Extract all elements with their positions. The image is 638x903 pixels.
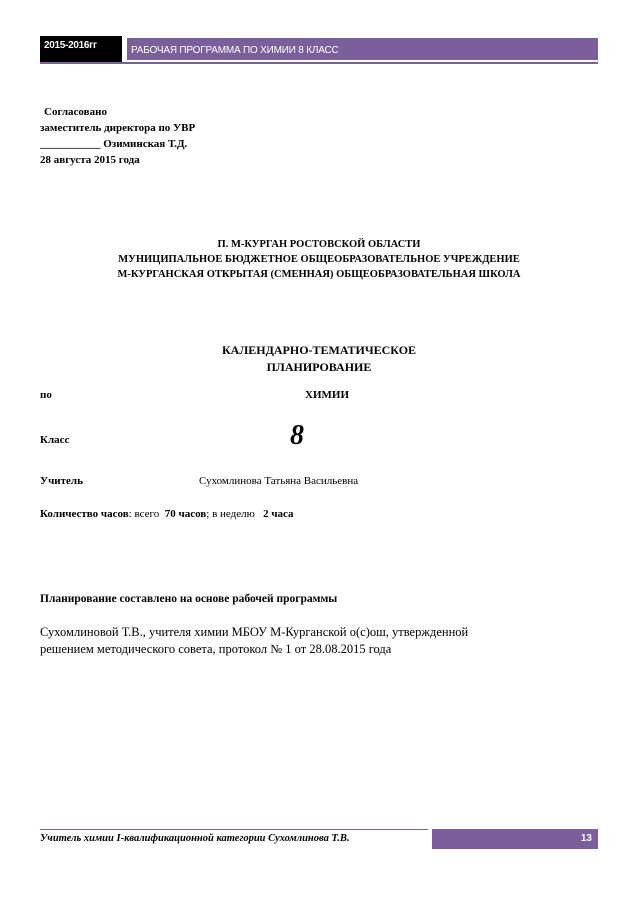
school-line-1: П. М-КУРГАН РОСТОВСКОЙ ОБЛАСТИ [217,239,421,250]
approval-line-4: 28 августа 2015 года [40,154,140,166]
approval-line-3: ___________ Озиминская Т.Д. [40,138,188,150]
basis-heading: Планирование составлено на основе рабочей программы [40,593,338,605]
approval-line-1: Согласовано [44,106,107,118]
footer-text: Учитель химии I-квалификационной категории Сухомлинова Т.В. [40,829,428,849]
basis-line-2: решением методического совета, протокол № 1 от 28.08.2015 года [40,642,392,656]
basis-line-1: Сухомлиновой Т.В., учителя химии МБОУ М-Курганской о(с)ош, утвержденной [40,625,469,639]
hours-week-prefix: ; в неделю [206,508,255,520]
page-number: 13 [432,829,598,849]
header-year: 2015-2016гг [40,36,122,62]
approval-line-2: заместитель директора по УВР [40,122,196,134]
hours-total-prefix: : всего [128,508,160,520]
class-label: Класс [40,434,70,446]
header-rule [40,62,598,64]
subject-value: ХИМИИ [305,389,349,401]
header-title: РАБОЧАЯ ПРОГРАММА ПО ХИМИИ 8 КЛАСС [127,38,598,60]
plan-title-line-2: ПЛАНИРОВАНИЕ [266,360,372,374]
class-value: 8 [290,420,304,451]
hours-label: Количество часов [40,508,129,520]
approval-block [40,104,195,168]
teacher-value: Сухомлинова Татьяна Васильевна [199,475,359,487]
subject-label: по [40,389,52,401]
school-line-2: МУНИЦИПАЛЬНОЕ БЮДЖЕТНОЕ ОБЩЕОБРАЗОВАТЕЛЬНОЕ УЧРЕЖДЕНИЕ [118,254,520,265]
hours-week: 2 часа [263,508,294,520]
hours-line [40,508,294,520]
plan-title-line-1: КАЛЕНДАРНО-ТЕМАТИЧЕСКОЕ [221,343,417,357]
school-line-3: М-КУРГАНСКАЯ ОТКРЫТАЯ (СМЕННАЯ) ОБЩЕОБРАЗОВАТЕЛЬНАЯ ШКОЛА [117,269,521,280]
hours-total: 70 часов [164,508,207,520]
footer [40,829,598,849]
school-block [40,237,598,282]
plan-title [40,342,598,376]
teacher-label: Учитель [40,475,83,487]
